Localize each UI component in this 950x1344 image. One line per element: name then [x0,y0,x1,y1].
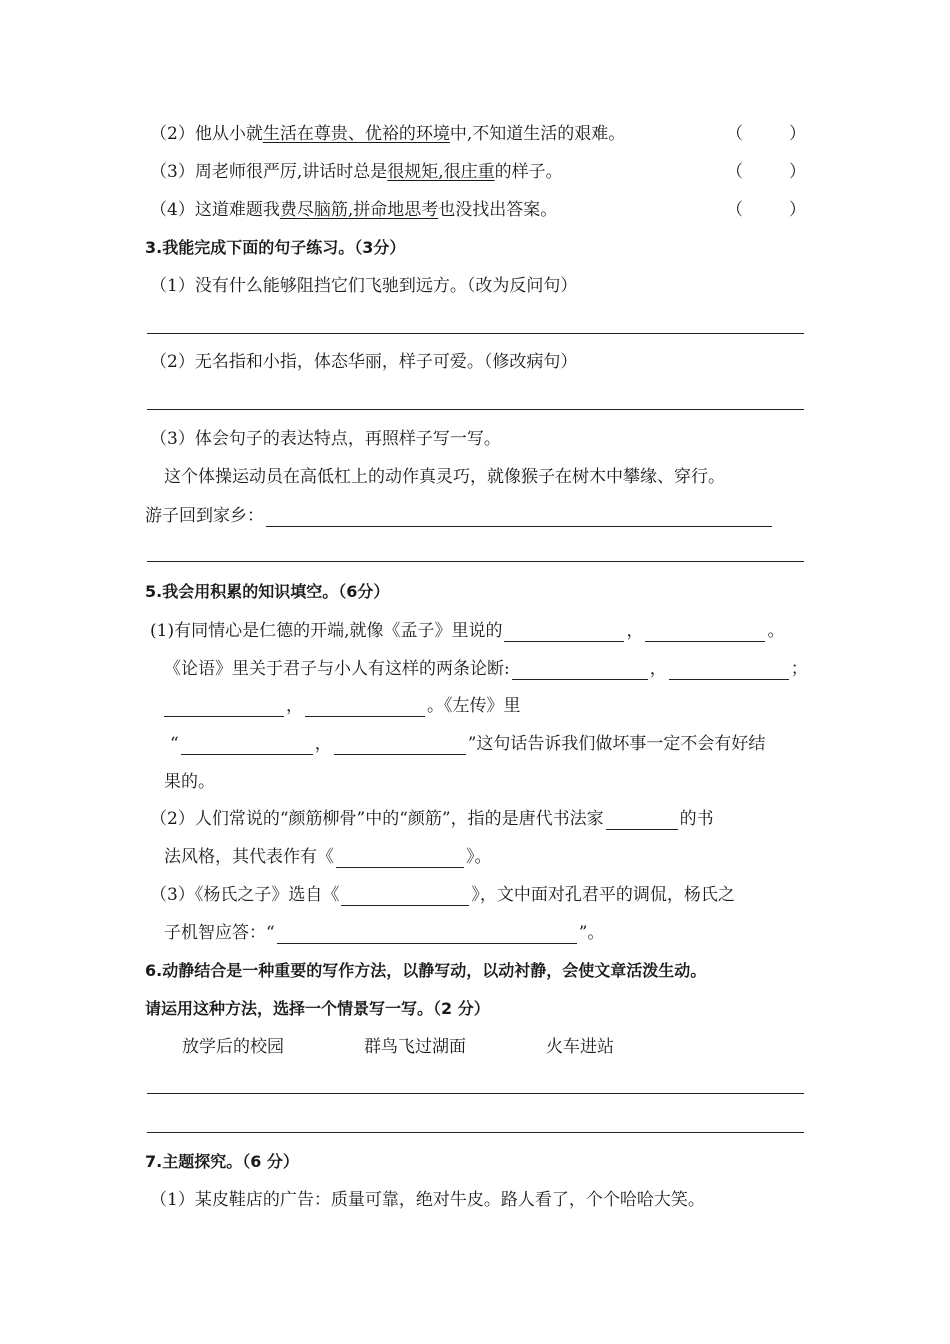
period: 。 [767,621,785,641]
q5-line-6 [150,808,714,830]
text: 。《左传》里 [427,696,521,716]
q3-sentence-2: （2）无名指和小指，体态华丽，样子可爱。（修改病句） [150,352,578,372]
answer-line-2[interactable] [147,409,804,410]
comma: ， [314,734,332,754]
paren-open: （ [726,200,743,220]
paren-close: ） [789,162,806,182]
blank-8[interactable] [334,737,466,755]
blank-5[interactable] [164,699,284,717]
text: （3）《杨氏之子》选自《 [150,885,340,905]
answer-line-5[interactable] [147,1132,804,1133]
q5-line-5: 果的。 [164,772,215,792]
blank-10[interactable] [336,850,464,868]
q6-option-1: 放学后的校园 [182,1037,284,1057]
q3-prompt [145,505,774,527]
semicolon: ； [790,659,808,679]
answer-line-4[interactable] [147,1093,804,1094]
q2-item-4 [150,199,557,221]
q7-title: 7.主题探究。（6 分） [145,1152,299,1171]
text-end: 》。 [466,847,492,867]
paren-open: （ [726,162,743,182]
item-number: （2） [150,124,195,144]
item-text-post: 的样子。 [494,162,563,182]
item-text-pre: 他从小就 [194,124,263,144]
blank-1[interactable] [504,624,624,642]
item-number: （3） [150,162,195,182]
underlined-phrase: 生活在尊贵、优裕的环境 [262,124,450,144]
open-quote: “ [170,734,179,754]
item-text-pre: 周老师很严厉,讲话时总是 [194,162,388,182]
q5-line-4 [170,733,765,755]
comma: ， [649,659,667,679]
q6-option-3: 火车进站 [546,1037,614,1057]
blank-3[interactable] [512,662,648,680]
comma: ， [626,621,644,641]
blank-2[interactable] [645,624,765,642]
q5-line-2 [164,658,808,680]
answer-paren-2[interactable] [726,123,806,145]
underlined-phrase: 费尽脑筋,拼命地思考 [279,200,439,220]
text-end: 的书 [679,809,714,829]
blank-7[interactable] [181,737,313,755]
answer-line-1[interactable] [147,333,804,334]
blank-6[interactable] [305,699,425,717]
q2-item-2 [150,123,625,145]
answer-blank[interactable] [266,509,772,527]
answer-paren-3[interactable] [726,161,806,183]
paren-close: ） [789,200,806,220]
comma: ， [286,696,303,716]
underlined-phrase: 很规矩,很庄重 [387,162,495,182]
item-text-pre: 这道难题我 [194,200,280,220]
text: 子机智应答：“ [164,923,275,943]
text: 《论语》里关于君子与小人有这样的两条论断: [164,659,510,679]
item-text-post: 也没找出答案。 [438,200,558,220]
q3-example: 这个体操运动员在高低杠上的动作真灵巧，就像猴子在树木中攀缘、穿行。 [164,467,725,487]
prompt-label: 游子回到家乡： [145,506,264,526]
answer-paren-4[interactable] [726,199,806,221]
q7-sentence-1: （1）某皮鞋店的广告：质量可靠，绝对牛皮。路人看了，个个哈哈大笑。 [150,1190,705,1210]
q2-item-3 [150,161,563,183]
blank-4[interactable] [669,662,789,680]
q5-line-1 [150,620,784,642]
item-number: （4） [150,200,195,220]
text-end: ”。 [578,923,605,943]
paren-close: ） [789,124,806,144]
text-end: 》，文中面对孔君平的调侃，杨氏之 [471,885,735,905]
text: (1)有同情心是仁德的开端,就像《孟子》里说的 [150,621,503,641]
q5-title: 5.我会用积累的知识填空。（6分） [145,582,390,601]
q5-line-9 [164,922,604,944]
text: 法风格，其代表作有《 [164,847,334,867]
item-text-post: 中,不知道生活的艰难。 [449,124,626,144]
text: ”这句话告诉我们做坏事一定不会有好结 [467,734,766,754]
q5-line-3 [162,695,521,717]
q6-option-2: 群鸟飞过湖面 [364,1037,466,1057]
q5-line-8 [150,884,735,906]
q6-title-line-1: 6.动静结合是一种重要的写作方法，以静写动，以动衬静，会使文章活泼生动。 [145,961,707,980]
q6-title-line-2: 请运用这种方法，选择一个情景写一写。（2 分） [145,999,490,1018]
q3-title: 3.我能完成下面的句子练习。（3分） [145,238,406,257]
q5-line-7 [164,846,492,868]
blank-9[interactable] [606,812,678,830]
text: （2）人们常说的“颜筋柳骨”中的“颜筋”，指的是唐代书法家 [150,809,604,829]
q3-sentence-3: （3）体会句子的表达特点，再照样子写一写。 [150,429,501,449]
paren-open: （ [726,124,743,144]
answer-line-3[interactable] [147,561,804,562]
blank-11[interactable] [341,888,469,906]
blank-12[interactable] [277,926,577,944]
q3-sentence-1: （1）没有什么能够阻挡它们飞驰到远方。（改为反问句） [150,276,578,296]
